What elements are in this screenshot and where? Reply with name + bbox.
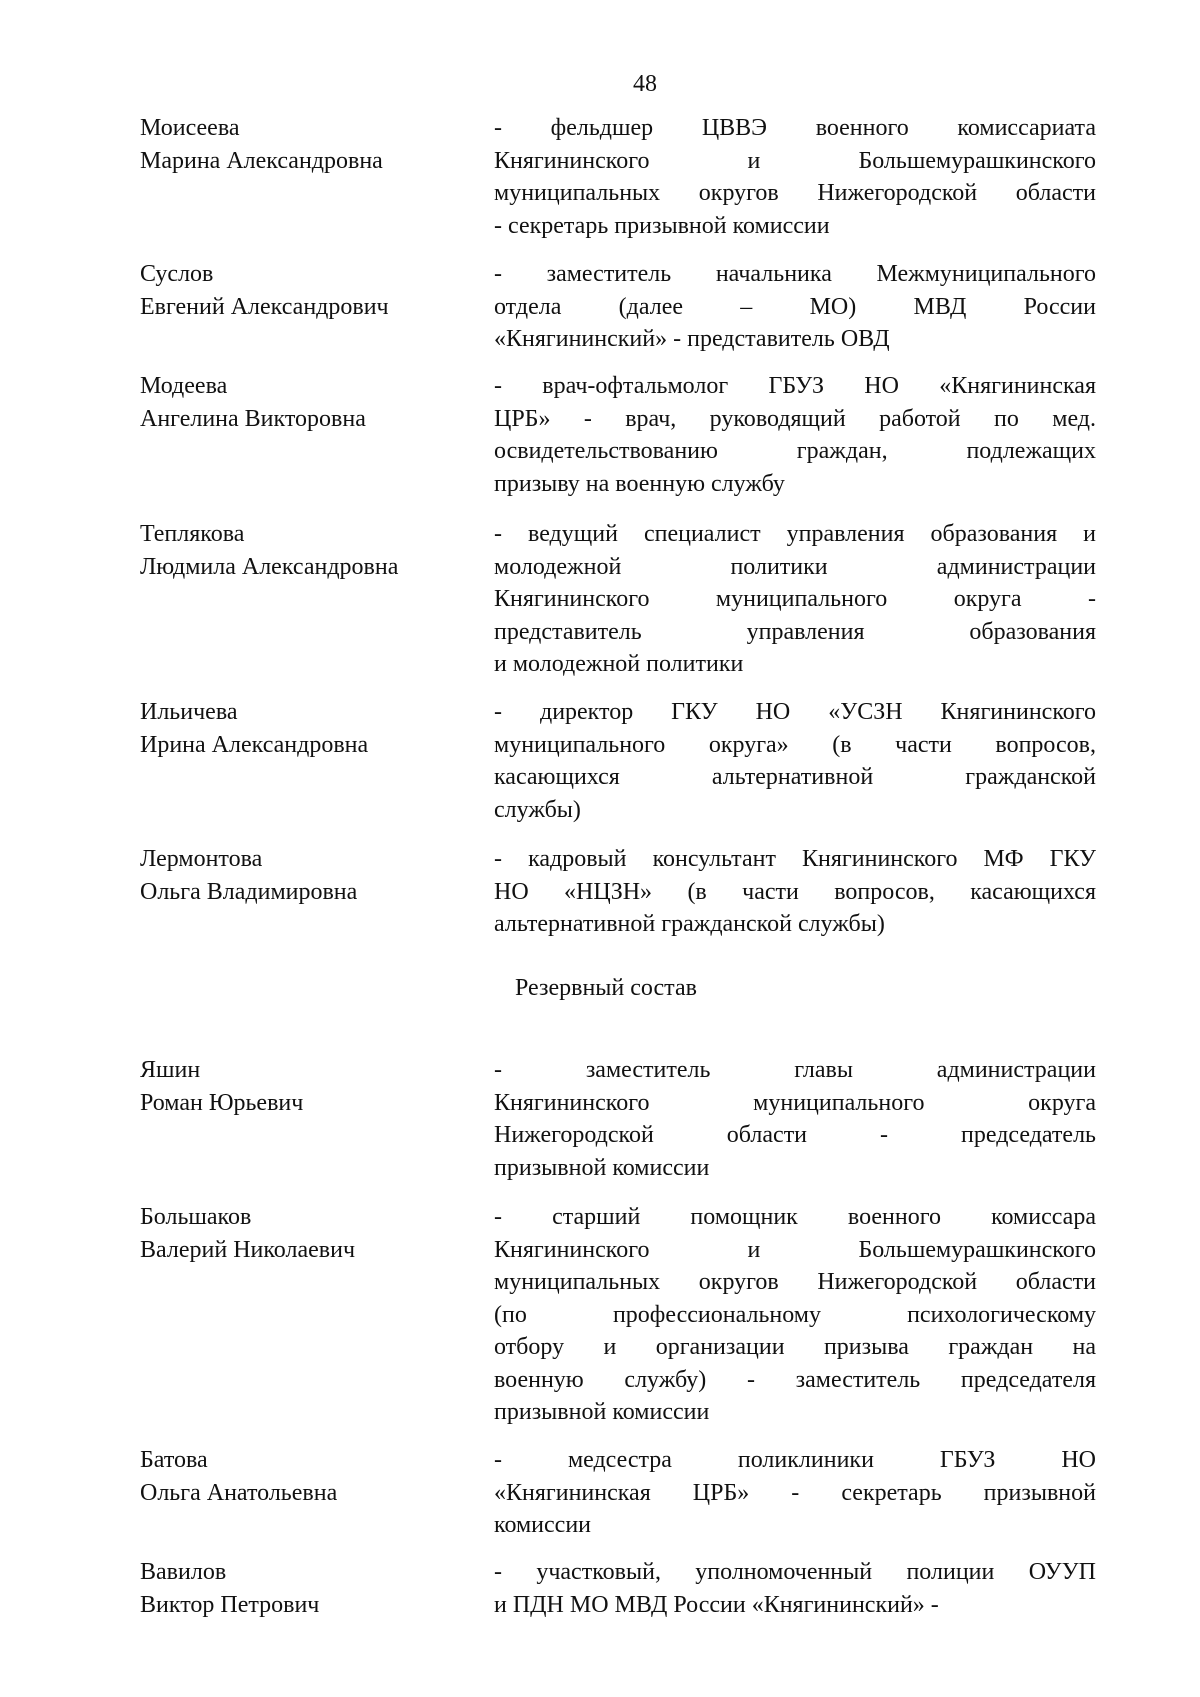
- member-surname: Лермонтова: [140, 846, 263, 872]
- member-name: [140, 696, 480, 761]
- member-role-line: - директор ГКУ НО «УСЗН Княгининского: [494, 699, 1096, 725]
- reserve-section-title: Резервный состав: [515, 975, 697, 1001]
- member-role-line: Княгининского муниципального округа -: [494, 586, 1096, 612]
- member-role: [494, 370, 1096, 500]
- member-role-line: Княгининского муниципального округа: [494, 1089, 1096, 1116]
- member-role-line: Нижегородской области - председатель: [494, 1122, 1096, 1148]
- member-role-line: - участковый, уполномоченный полиции ОУУП: [494, 1559, 1096, 1585]
- member-role-line: - заместитель главы администрации: [494, 1057, 1096, 1083]
- member-role-line: службы): [494, 796, 581, 823]
- member-role-line: - секретарь призывной комиссии: [494, 212, 830, 239]
- page-number: 48: [633, 71, 657, 97]
- member-surname: Суслов: [140, 261, 214, 287]
- member-role-line: - фельдшер ЦВВЭ военного комиссариата: [494, 115, 1096, 141]
- member-given-names: Роман Юрьевич: [140, 1089, 304, 1116]
- member-role-line: - кадровый консультант Княгининского МФ ГКУ: [494, 846, 1096, 872]
- member-role: [494, 1444, 1096, 1542]
- member-role-line: комиссии: [494, 1512, 592, 1538]
- member-name: [140, 843, 480, 908]
- member-name: [140, 1201, 480, 1266]
- member-name: [140, 1556, 480, 1621]
- member-given-names: Евгений Александрович: [140, 293, 389, 320]
- member-role-line: призыву на военную службу: [494, 470, 785, 497]
- member-name: [140, 1054, 480, 1119]
- member-given-names: Людмила Александровна: [140, 553, 399, 580]
- member-role-line: - врач-офтальмолог ГБУЗ НО «Княгининская: [494, 373, 1096, 399]
- member-name: [140, 370, 480, 435]
- member-role: [494, 1556, 1096, 1621]
- member-name: [140, 1444, 480, 1509]
- member-surname: Большаков: [140, 1204, 252, 1230]
- member-surname: Вавилов: [140, 1559, 227, 1585]
- member-role-line: - старший помощник военного комиссара: [494, 1204, 1096, 1230]
- member-surname: Моисеева: [140, 115, 240, 141]
- member-surname: Теплякова: [140, 521, 245, 547]
- member-given-names: Ангелина Викторовна: [140, 405, 366, 432]
- member-role-line: - медсестра поликлиники ГБУЗ НО: [494, 1447, 1096, 1473]
- member-role: [494, 1201, 1096, 1429]
- member-role-line: Княгининского и Большемурашкинского: [494, 147, 1096, 174]
- member-surname: Модеева: [140, 373, 228, 399]
- member-surname: Яшин: [140, 1057, 201, 1083]
- member-role: [494, 112, 1096, 242]
- member-role-line: отдела (далее – МО) МВД России: [494, 293, 1096, 320]
- member-role: [494, 258, 1096, 356]
- member-surname: Ильичева: [140, 699, 238, 725]
- member-role-line: - заместитель начальника Межмуниципального: [494, 261, 1096, 287]
- member-role-line: военную службу) - заместитель председателя: [494, 1366, 1096, 1393]
- member-role-line: призывной комиссии: [494, 1399, 710, 1425]
- member-given-names: Марина Александровна: [140, 147, 383, 174]
- member-role-line: (по профессиональному психологическому: [494, 1301, 1096, 1328]
- member-role-line: касающихся альтернативной гражданской: [494, 764, 1096, 790]
- member-name: [140, 112, 480, 177]
- member-role-line: альтернативной гражданской службы): [494, 911, 885, 937]
- member-role: [494, 843, 1096, 941]
- member-role-line: представитель управления образования: [494, 618, 1096, 645]
- member-role-line: ЦРБ» - врач, руководящий работой по мед.: [494, 405, 1096, 432]
- member-role-line: и ПДН МО МВД России «Княгининский» -: [494, 1591, 939, 1618]
- member-role-line: отбору и организации призыва граждан на: [494, 1334, 1096, 1360]
- member-role-line: «Княгининская ЦРБ» - секретарь призывной: [494, 1479, 1096, 1506]
- member-given-names: Валерий Николаевич: [140, 1236, 356, 1263]
- member-given-names: Виктор Петрович: [140, 1591, 320, 1618]
- member-role-line: призывной комиссии: [494, 1154, 710, 1181]
- member-role-line: и молодежной политики: [494, 651, 744, 677]
- member-name: [140, 518, 480, 583]
- member-role-line: молодежной политики администрации: [494, 553, 1096, 580]
- member-role: [494, 1054, 1096, 1184]
- member-given-names: Ольга Анатольевна: [140, 1479, 338, 1506]
- member-role-line: муниципальных округов Нижегородской области: [494, 1269, 1096, 1295]
- member-role-line: муниципального округа» (в части вопросов,: [494, 731, 1096, 758]
- member-role-line: освидетельствованию граждан, подлежащих: [494, 438, 1096, 464]
- member-name: [140, 258, 480, 323]
- member-surname: Батова: [140, 1447, 208, 1473]
- member-role-line: Княгининского и Большемурашкинского: [494, 1236, 1096, 1263]
- member-role-line: - ведущий специалист управления образования и: [494, 521, 1096, 547]
- member-given-names: Ольга Владимировна: [140, 878, 358, 905]
- member-role: [494, 518, 1096, 681]
- member-given-names: Ирина Александровна: [140, 731, 369, 758]
- member-role: [494, 696, 1096, 826]
- member-role-line: муниципальных округов Нижегородской области: [494, 180, 1096, 206]
- member-role-line: «Княгининский» - представитель ОВД: [494, 326, 890, 352]
- member-role-line: НО «НЦЗН» (в части вопросов, касающихся: [494, 878, 1096, 905]
